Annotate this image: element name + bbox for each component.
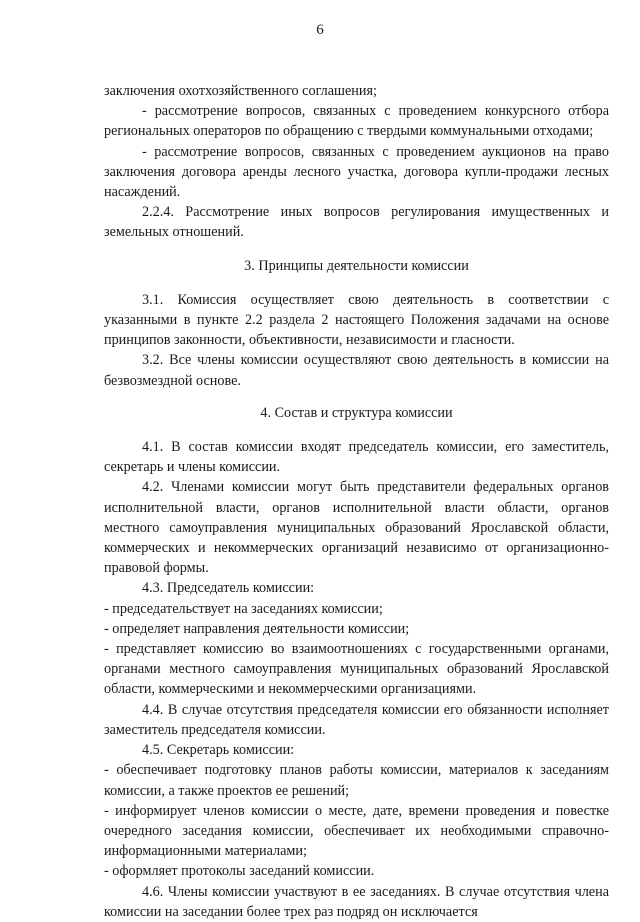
paragraph: заключения охотхозяйственного соглашения; — [104, 83, 377, 99]
paragraph: 3.1. Комиссия осуществляет свою деятельность в соответствии с указанными в пункте 2.2 раздела 2 настоящего Положения задачами на основе принципов законности, объективности, независимости и гласности. — [104, 291, 609, 349]
paragraph: - оформляет протоколы заседаний комиссии. — [104, 863, 375, 880]
paragraph: 4.1. В состав комиссии входят председатель комиссии, его заместитель, секретарь и члены комиссии. — [104, 439, 609, 476]
paragraph: - рассмотрение вопросов, связанных с проведением аукционов на право заключения договора аренды лесного участка, договора купли-продажи лесных насаждений. — [104, 143, 609, 201]
paragraph: - рассмотрение вопросов, связанных с проведением конкурсного отбора региональных операторов по обращению с твердыми коммунальными отходами; — [104, 103, 609, 140]
paragraph: - определяет направления деятельности комиссии; — [104, 620, 410, 637]
paragraph: 4.6. Члены комиссии участвуют в ее заседаниях. В случае отсутствия члена комиссии на заседании более трех раз подряд он исключается — [104, 883, 609, 920]
paragraph: 2.2.4. Рассмотрение иных вопросов регулирования имущественных и земельных отношений. — [104, 204, 609, 241]
paragraph: - информирует членов комиссии о месте, дате, времени проведения и повестке очередного заседания комиссии, обеспечивает их необходимыми справочно-информационными материалами; — [104, 802, 609, 860]
section-3-title: 3. Принципы деятельности комиссии — [244, 257, 469, 274]
section-4-title: 4. Состав и структура комиссии — [260, 404, 453, 421]
section-3-paragraphs — [104, 290, 609, 391]
paragraph: - представляет комиссию во взаимоотношениях с государственными органами, органами местного самоуправления муниципальных образований Ярославской области, коммерческими и некоммерческими организациями. — [104, 641, 609, 698]
document-body — [104, 81, 609, 922]
paragraph: 4.3. Председатель комиссии: — [142, 580, 315, 597]
page-number: 6 — [316, 22, 324, 38]
section-4-paragraphs — [104, 437, 609, 922]
paragraph: 4.4. В случае отсутствия председателя комиссии его обязанности исполняет заместитель председателя комиссии. — [104, 701, 609, 738]
paragraph: - председательствует на заседаниях комиссии; — [104, 600, 383, 617]
paragraphs-before-section3 — [104, 81, 609, 243]
paragraph: 4.5. Секретарь комиссии: — [142, 742, 295, 759]
paragraph: 3.2. Все члены комиссии осуществляют свою деятельность в комиссии на безвозмездной основе. — [104, 352, 609, 389]
paragraph: 4.2. Членами комиссии могут быть представители федеральных органов исполнительной власти, органов исполнительной власти области, органов местного самоуправления муниципальных образований Ярославской области, коммерческих и некоммерческих организаций независимо от организационно-правовой формы. — [104, 479, 609, 577]
paragraph: - обеспечивает подготовку планов работы комиссии, материалов к заседаниям комиссии, а также проектов ее решений; — [104, 762, 609, 799]
